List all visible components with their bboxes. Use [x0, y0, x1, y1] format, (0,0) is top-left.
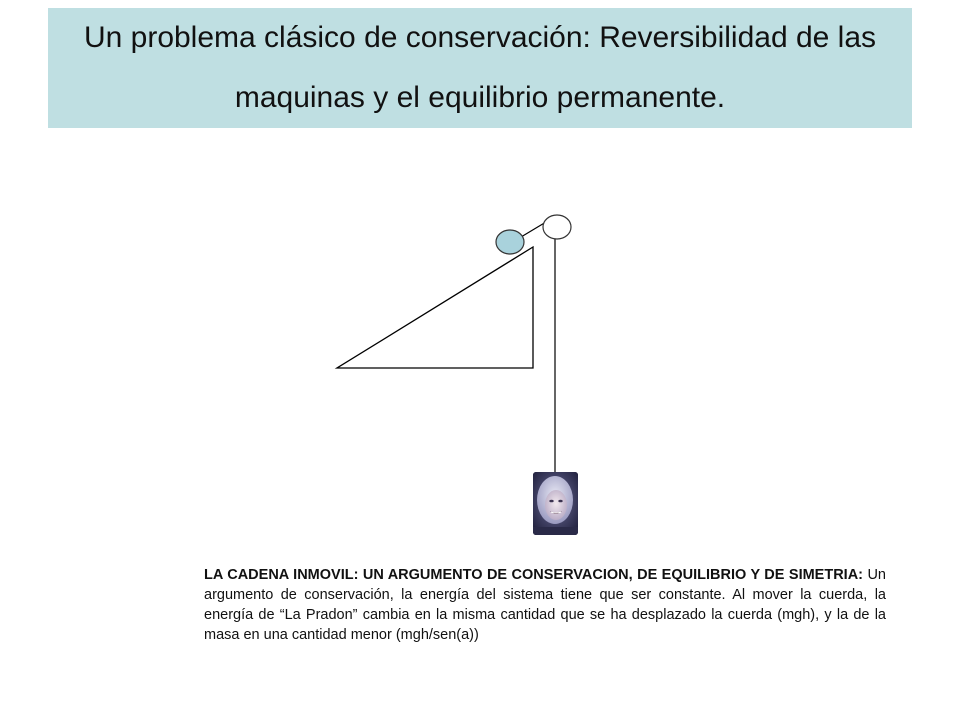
portrait-image	[533, 472, 578, 535]
pulley	[543, 215, 571, 239]
mass-on-incline	[496, 230, 524, 254]
connecting-rope	[521, 222, 546, 237]
caption-body: Un argumento de conservación, la energía del sistema tiene que ser constante. Al mover la cuerda, la energía de “La Pradon” cambia en la misma cantidad que se ha desplazado la cuerda (mgh), y la de la masa en una cantidad menor (mgh/sen(a))	[204, 567, 886, 643]
caption-paragraph	[204, 565, 886, 645]
slide-title: Un problema clásico de conservación: Reversibilidad de las maquinas y el equilibrio permanente.	[83, 21, 877, 114]
hanging-portrait	[533, 472, 578, 535]
caption-lead: LA CADENA INMOVIL: UN ARGUMENTO DE CONSERVACION, DE EQUILIBRIO Y DE SIMETRIA:	[204, 567, 864, 583]
inclined-plane-triangle	[337, 247, 533, 368]
